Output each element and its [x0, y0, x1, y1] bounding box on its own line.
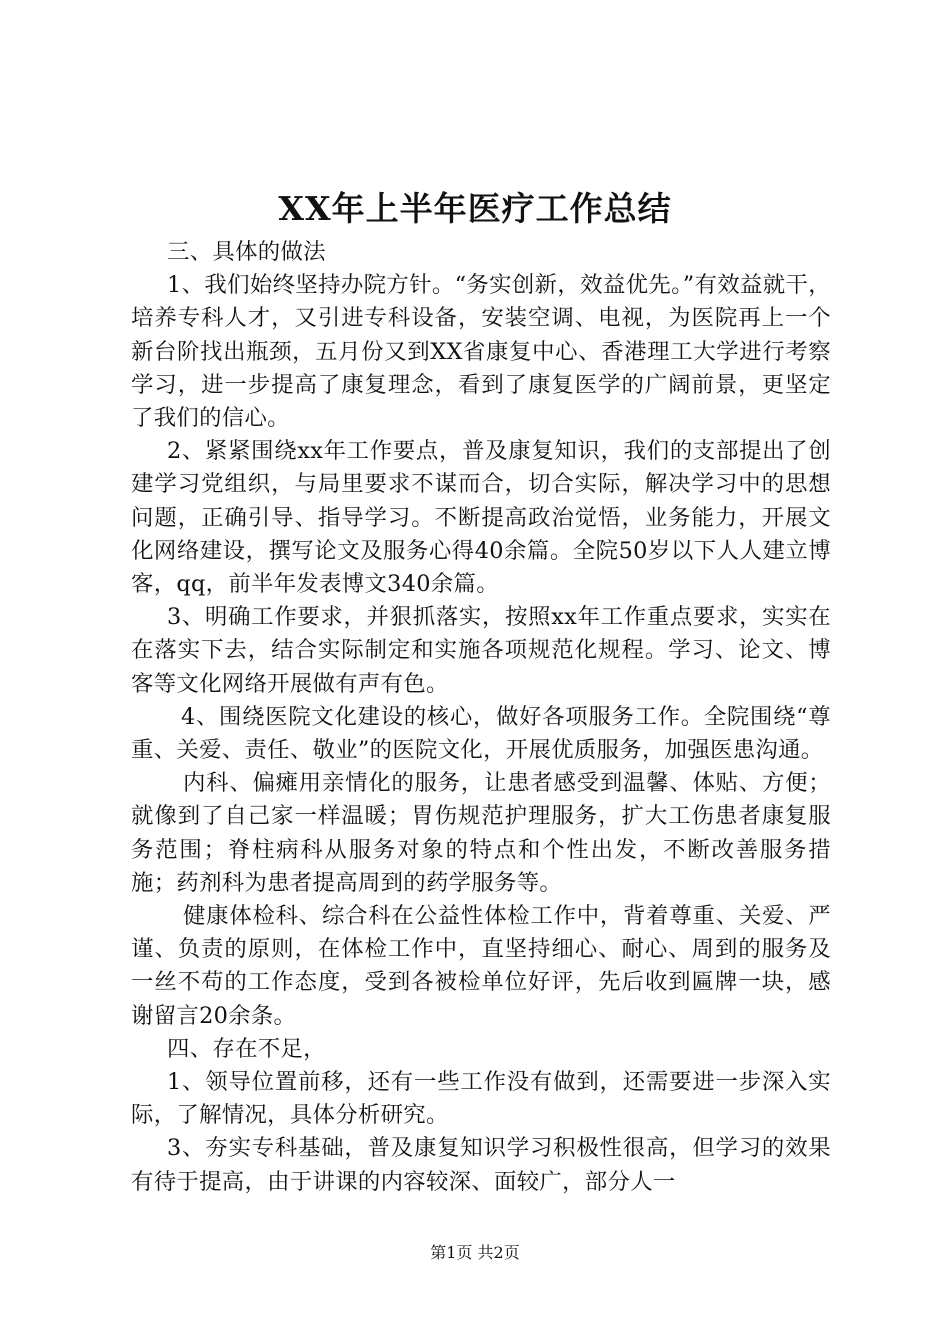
paragraph: 3、明确工作要求，并狠抓落实，按照xx年工作重点要求，实实在在落实下去，结合实际制定和实施各项规范化规程。学习、论文、博客等文化网络开展做有声有色。 [131, 604, 831, 697]
document-title: XX年上半年医疗工作总结 [278, 189, 672, 228]
paragraph: 健康体检科、综合科在公益性体检工作中，背着尊重、关爱、严谨、负责的原则，在体检工作中，直坚持细心、耐心、周到的服务及一丝不苟的工作态度，受到各被检单位好评，先后收到匾牌一块，感谢留言20余条。 [131, 903, 831, 1029]
paragraph: 2、紧紧围绕xx年工作要点，普及康复知识，我们的支部提出了创建学习党组织，与局里要求不谋而合，切合实际，解决学习中的思想问题，正确引导、指导学习。不断提高政治觉悟，业务能力，开展文化网络建设，撰写论文及服务心得40余篇。全院50岁以下人人建立博客，qq，前半年发表博文340余篇。 [131, 438, 831, 598]
paragraph: 4、围绕医院文化建设的核心，做好各项服务工作。全院围绕“尊重、关爱、责任、敬业”的医院文化，开展优质服务，加强医患沟通。 [131, 703, 831, 764]
paragraph: 内科、偏瘫用亲情化的服务，让患者感受到温馨、体贴、方便；就像到了自己家一样温暖；胃伤规范护理服务，扩大工伤患者康复服务范围；脊柱病科从服务对象的特点和个性出发，不断改善服务措施；药剂科为患者提高周到的药学服务等。 [131, 770, 831, 896]
paragraph: 1、领导位置前移，还有一些工作没有做到，还需要进一步深入实际，了解情况，具体分析研究。 [131, 1069, 831, 1129]
paragraph: 三、具体的做法 [167, 239, 326, 265]
paragraph: 1、我们始终坚持办院方针。“务实创新，效益优先。”有效益就干，培养专科人才，又引进专科设备，安装空调、电视，为医院再上一个新台阶找出瓶颈，五月份又到XX省康复中心、香港理工大学进行考察学习，进一步提高了康复理念，看到了康复医学的广阔前景，更坚定了我们的信心。 [131, 272, 831, 432]
page-footer: 第1页 共2页 [430, 1243, 520, 1262]
paragraph: 四、存在不足， [167, 1035, 326, 1062]
document-body [131, 236, 831, 1199]
paragraph: 3、夯实专科基础，普及康复知识学习积极性很高，但学习的效果有待于提高，由于讲课的内容较深、面较广，部分人一 [131, 1135, 831, 1195]
